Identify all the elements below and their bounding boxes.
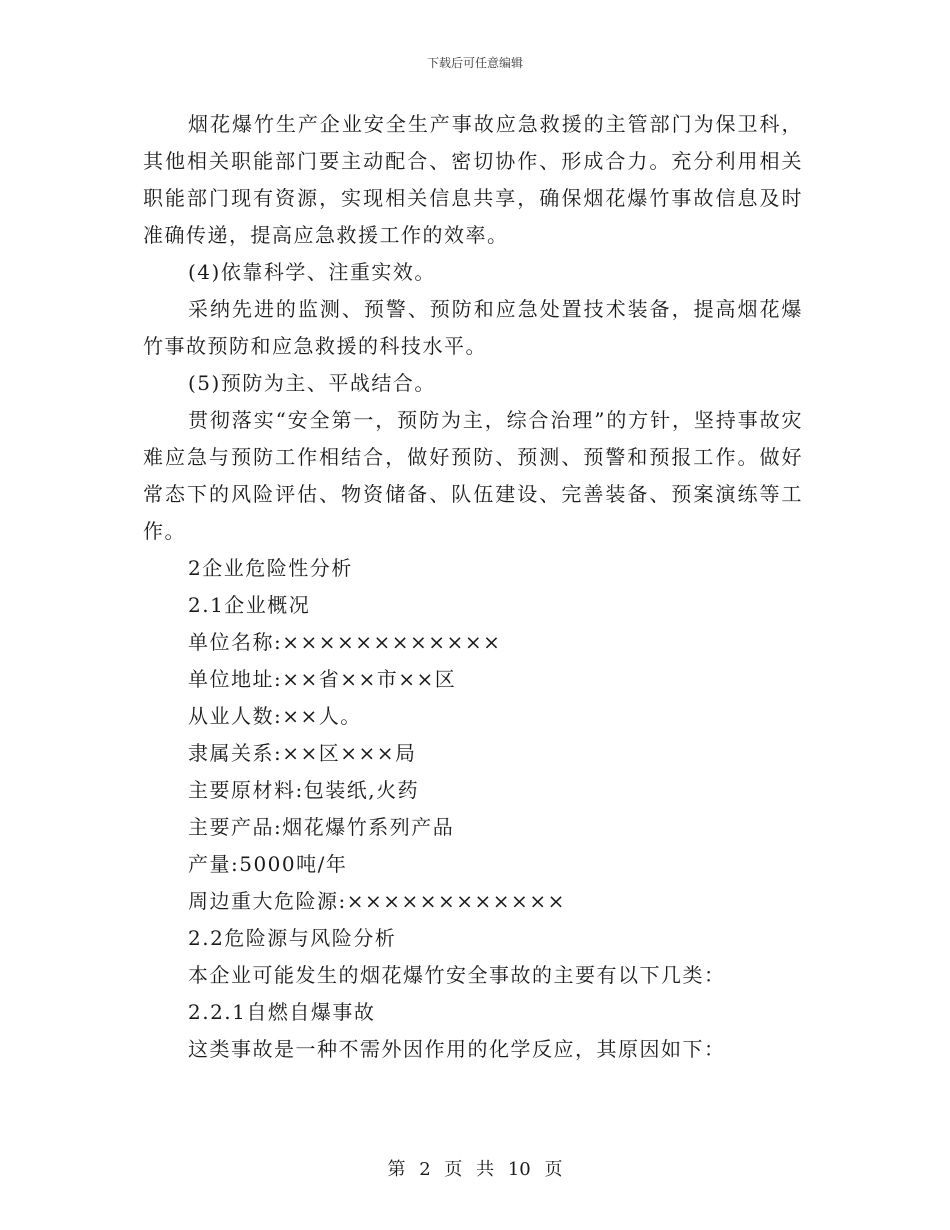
info-line: 单位名称:×××××××××××× (188, 630, 502, 654)
subsection-heading: 2.2危险源与风险分析 (188, 926, 397, 950)
paragraph: 贯彻落实“安全第一，预防为主，综合治理”的方针，坚持事故灾难应急与预防工作相结合，做好预防、预测、预警和预报工作。做好常态下的风险评估、物资储备、队伍建设、完善装备、预案演练等工作。 (143, 408, 803, 543)
subsection-heading: 2.2.1自燃自爆事故 (188, 1000, 376, 1024)
page-header: 下载后可任意编辑 (426, 56, 523, 70)
document-body (143, 106, 803, 1068)
paragraph: 本企业可能发生的烟花爆竹安全事故的主要有以下几类： (188, 963, 726, 987)
subsection-heading: 2.1企业概况 (188, 593, 311, 617)
paragraph: (5)预防为主、平战结合。 (188, 371, 436, 395)
paragraph: 采纳先进的监测、预警、预防和应急处置技术装备，提高烟花爆竹事故预防和应急救援的科技水平。 (143, 297, 803, 358)
info-line: 产量:5000吨/年 (188, 852, 348, 876)
section-heading: 2企业危险性分析 (188, 556, 353, 580)
paragraph: 这类事故是一种不需外因作用的化学反应，其原因如下： (188, 1037, 726, 1061)
paragraph: 烟花爆竹生产企业安全生产事故应急救援的主管部门为保卫科，其他相关职能部门要主动配合、密切协作、形成合力。充分利用相关职能部门现有资源，实现相关信息共享，确保烟花爆竹事故信息及时准确传递，提高应急救援工作的效率。 (143, 112, 803, 247)
page-number: 第 2 页 共 10 页 (387, 1159, 563, 1180)
info-line: 主要原材料:包装纸,火药 (188, 778, 420, 802)
info-line: 从业人数:××人。 (188, 704, 362, 728)
info-line: 隶属关系:××区×××局 (188, 741, 417, 765)
paragraph: (4)依靠科学、注重实效。 (188, 260, 436, 284)
info-line: 周边重大危险源:×××××××××××× (188, 889, 566, 913)
info-line: 主要产品:烟花爆竹系列产品 (188, 815, 455, 839)
info-line: 单位地址:××省××市××区 (188, 667, 457, 691)
